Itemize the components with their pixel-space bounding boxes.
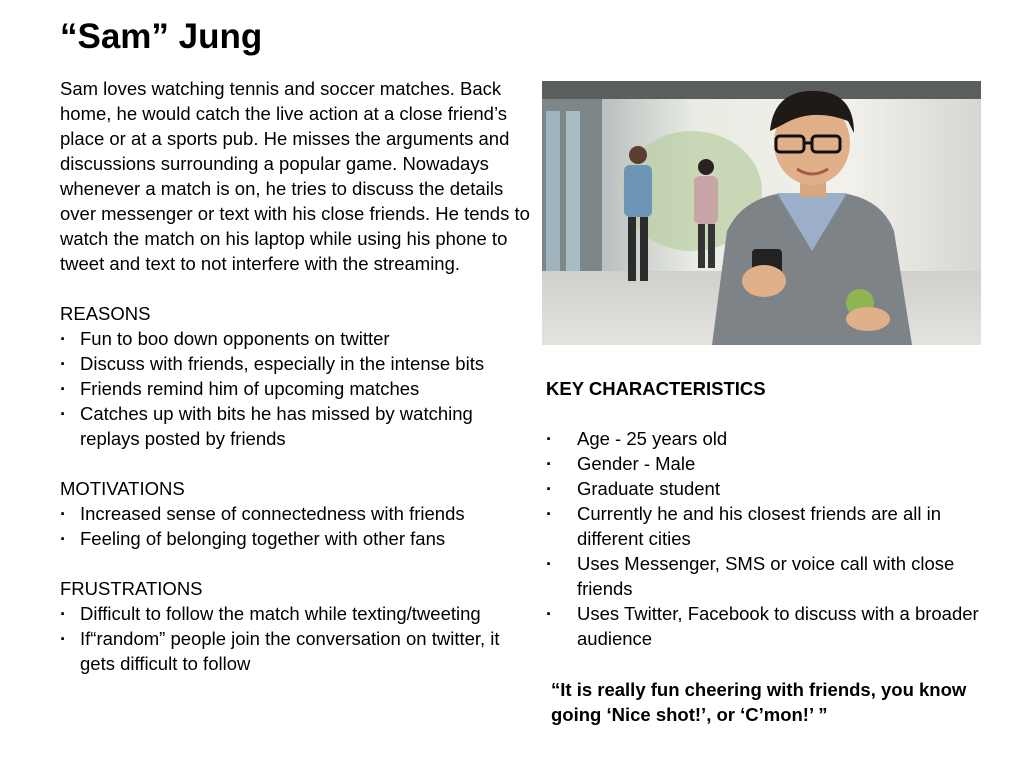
key-characteristics-list	[546, 426, 986, 651]
list-item: · Uses Messenger, SMS or voice call with close friends	[546, 551, 986, 601]
list-item: · Age - 25 years old	[546, 426, 986, 451]
frustrations-heading: FRUSTRATIONS	[60, 578, 203, 599]
list-item: · Increased sense of connectedness with friends	[60, 501, 535, 526]
persona-photo	[542, 81, 981, 345]
list-item: · Friends remind him of upcoming matches	[60, 376, 535, 401]
reasons-heading: REASONS	[60, 303, 151, 324]
list-item: · Fun to boo down opponents on twitter	[60, 326, 535, 351]
motivations-heading: MOTIVATIONS	[60, 478, 185, 499]
motivations-list	[60, 501, 535, 551]
list-item: · Discuss with friends, especially in the intense bits	[60, 351, 535, 376]
list-item: · Uses Twitter, Facebook to discuss with a broader audience	[546, 601, 986, 651]
frustrations-list	[60, 601, 535, 676]
persona-name: “Sam” Jung	[60, 17, 263, 56]
key-characteristics	[546, 376, 986, 651]
persona-quote: “It is really fun cheering with friends, you know going ‘Nice shot!’, or ‘C’mon!’ ”	[551, 679, 967, 725]
list-item: · Graduate student	[546, 476, 986, 501]
list-item: · If“random” people join the conversation on twitter, it gets difficult to follow	[60, 626, 535, 676]
key-characteristics-heading: KEY CHARACTERISTICS	[546, 378, 766, 399]
left-column	[60, 76, 535, 676]
persona-bio: Sam loves watching tennis and soccer matches. Back home, he would catch the live action at a close friend’s place or at a sports pub. He misses the arguments and discussions surrounding a popular game. Nowadays whenever a match is on, he tries to discuss the details over messenger or text with his close friends. He tends to watch the match on his laptop while using his phone to tweet and text to not interfere with the streaming.	[60, 78, 530, 274]
list-item: · Catches up with bits he has missed by watching replays posted by friends	[60, 401, 535, 451]
list-item: · Gender - Male	[546, 451, 986, 476]
list-item: · Feeling of belonging together with other fans	[60, 526, 535, 551]
list-item: · Difficult to follow the match while texting/tweeting	[60, 601, 535, 626]
reasons-list	[60, 326, 535, 451]
list-item: · Currently he and his closest friends are all in different cities	[546, 501, 986, 551]
